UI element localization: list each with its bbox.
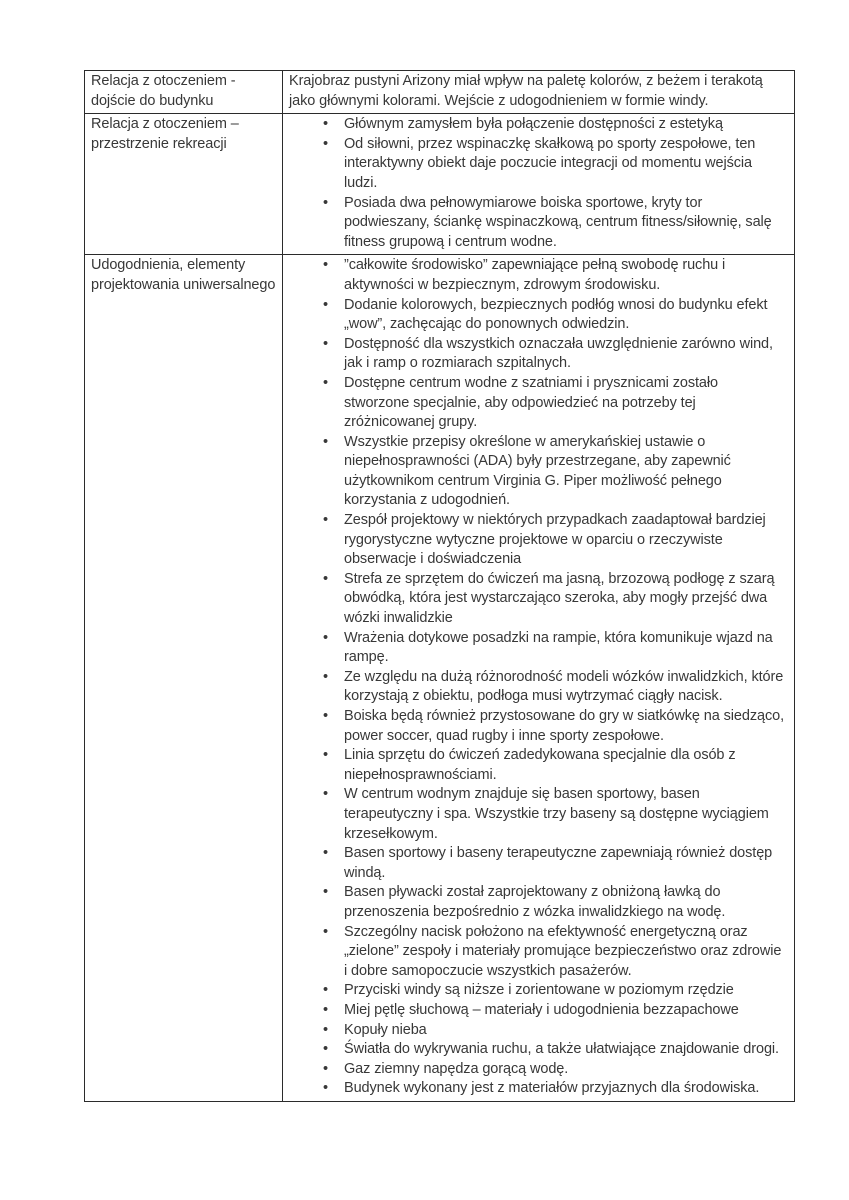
bullet-item: • Dostępne centrum wodne z szatniami i prysznicami zostało stworzone specjalnie, aby odpowiedzieć na potrzeby tej zróżnicowanej grupy. bbox=[344, 374, 784, 433]
bullet-item: • Głównym zamysłem była połączenie dostępności z estetyką bbox=[344, 115, 784, 135]
bullet-item: • Zespół projektowy w niektórych przypadkach zaadaptował bardziej rygorystyczne wytyczne projektowe w oparciu o rzeczywiste obserwacje i doświadczenia bbox=[344, 511, 784, 570]
row-content-cell bbox=[283, 255, 795, 1102]
row-content-cell bbox=[283, 114, 795, 255]
bullet-item: • Boiska będą również przystosowane do gry w siatkówkę na siedząco, power soccer, quad rugby i inne sporty zespołowe. bbox=[344, 707, 784, 746]
row-header-text: Relacja z otoczeniem – przestrzenie rekreacji bbox=[91, 116, 239, 152]
bullet-item: • Miej pętlę słuchową – materiały i udogodnienia bezzapachowe bbox=[344, 1001, 784, 1021]
row-header-cell bbox=[85, 114, 283, 255]
content-table-body bbox=[85, 71, 795, 1102]
bullet-item: • Wszystkie przepisy określone w amerykańskiej ustawie o niepełnosprawności (ADA) były przestrzegane, aby zapewnić użytkownikom centrum Virginia G. Piper możliwość pełnego korzystania z udogodnień. bbox=[344, 433, 784, 511]
bullet-item: • Strefa ze sprzętem do ćwiczeń ma jasną, brzozową podłogę z szarą obwódką, która jest wystarczająco szeroka, aby mogły przejść dwa wózki inwalidzkie bbox=[344, 570, 784, 629]
bullet-item: • Gaz ziemny napędza gorącą wodę. bbox=[344, 1060, 784, 1080]
row-header-text: Udogodnienia, elementy projektowania uniwersalnego bbox=[91, 257, 276, 293]
table-row bbox=[85, 71, 795, 114]
bullet-item: • Dodanie kolorowych, bezpiecznych podłóg wnosi do budynku efekt „wow”, zachęcając do ponownych odwiedzin. bbox=[344, 296, 784, 335]
bullet-item: • Budynek wykonany jest z materiałów przyjaznych dla środowiska. bbox=[344, 1079, 784, 1099]
bullet-item: • Światła do wykrywania ruchu, a także ułatwiające znajdowanie drogi. bbox=[344, 1040, 784, 1060]
bullet-item: • Ze względu na dużą różnorodność modeli wózków inwalidzkich, które korzystają z obiektu, podłoga musi wytrzymać ciągły nacisk. bbox=[344, 668, 784, 707]
bullet-item: • Basen pływacki został zaprojektowany z obniżoną ławką do przenoszenia bezpośrednio z wózka inwalidzkiego na wodę. bbox=[344, 883, 784, 922]
row-header-cell bbox=[85, 255, 283, 1102]
row-header-text: Relacja z otoczeniem - dojście do budynku bbox=[91, 73, 236, 109]
row-content-cell bbox=[283, 71, 795, 114]
bullet-item: • Linia sprzętu do ćwiczeń zadedykowana specjalnie dla osób z niepełnosprawnościami. bbox=[344, 746, 784, 785]
table-row bbox=[85, 255, 795, 1102]
bullet-item: • Szczególny nacisk położono na efektywność energetyczną oraz „zielone” zespoły i materiały promujące bezpieczeństwo oraz zdrowie i dobre samopoczucie wszystkich pasażerów. bbox=[344, 923, 784, 982]
table-row bbox=[85, 114, 795, 255]
content-table bbox=[84, 70, 795, 1102]
bullet-item: • Dostępność dla wszystkich oznaczała uwzględnienie zarówno wind, jak i ramp o rozmiarach szpitalnych. bbox=[344, 335, 784, 374]
bullet-item: • Wrażenia dotykowe posadzki na rampie, która komunikuje wjazd na rampę. bbox=[344, 629, 784, 668]
bullet-item: • ”całkowite środowisko” zapewniające pełną swobodę ruchu i aktywności w bezpiecznym, zdrowym środowisku. bbox=[344, 256, 784, 295]
bullet-item: • Od siłowni, przez wspinaczkę skałkową po sporty zespołowe, ten interaktywny obiekt daje poczucie integracji od momentu wejścia ludzi. bbox=[344, 135, 784, 194]
bullet-item: • Kopuły nieba bbox=[344, 1021, 784, 1041]
bullet-item: • Posiada dwa pełnowymiarowe boiska sportowe, kryty tor podwieszany, ściankę wspinaczkową, centrum fitness/siłownię, salę fitness grupową i centrum wodne. bbox=[344, 194, 784, 253]
bullet-item: • W centrum wodnym znajduje się basen sportowy, basen terapeutyczny i spa. Wszystkie trzy baseny są dostępne wyciągiem krzesełkowym. bbox=[344, 785, 784, 844]
bullet-list bbox=[289, 115, 788, 252]
bullet-item: • Przyciski windy są niższe i zorientowane w poziomym rzędzie bbox=[344, 981, 784, 1001]
row-header-cell bbox=[85, 71, 283, 114]
bullet-list bbox=[289, 256, 788, 1099]
cell-paragraph: Krajobraz pustyni Arizony miał wpływ na paletę kolorów, z beżem i terakotą jako głównymi kolorami. Wejście z udogodnieniem w formie windy. bbox=[289, 73, 763, 109]
bullet-item: • Basen sportowy i baseny terapeutyczne zapewniają również dostęp windą. bbox=[344, 844, 784, 883]
